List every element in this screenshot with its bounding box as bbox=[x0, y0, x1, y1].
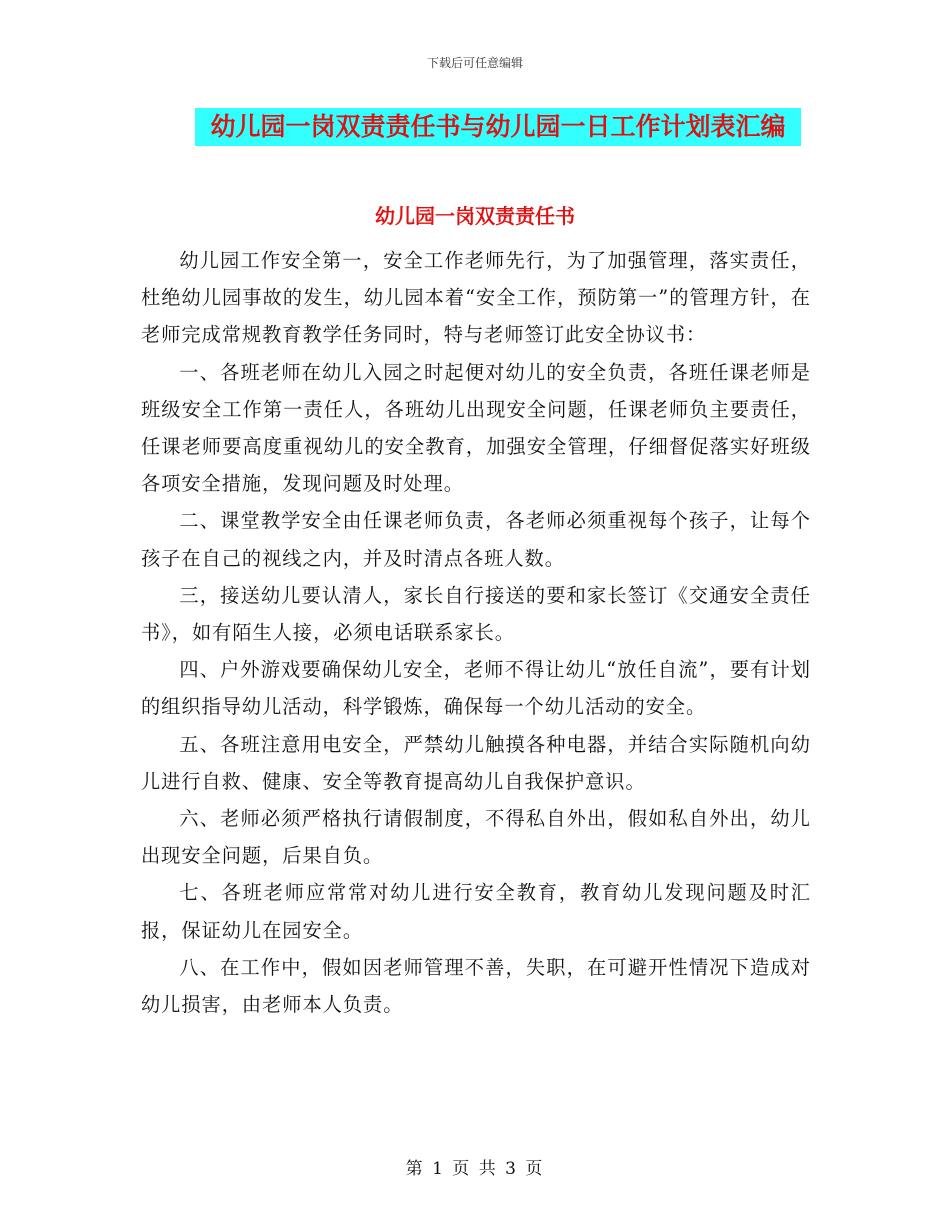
document-title: 幼儿园一岗双责责任书与幼儿园一日工作计划表汇编 bbox=[195, 108, 801, 146]
paragraph-item-7: 七、各班老师应常常对幼儿进行安全教育，教育幼儿发现问题及时汇报，保证幼儿在园安全。 bbox=[141, 881, 811, 942]
paragraph-item-6: 六、老师必须严格执行请假制度，不得私自外出，假如私自外出，幼儿出现安全问题，后果自负。 bbox=[141, 807, 811, 868]
paragraph-item-3: 三，接送幼儿要认清人，家长自行接送的要和家长签订《交通安全责任书》，如有陌生人接，必须电话联系家长。 bbox=[141, 583, 811, 645]
section-title: 幼儿园一岗双责责任书 bbox=[375, 204, 575, 228]
paragraph-item-1: 一、各班老师在幼儿入园之时起便对幼儿的安全负责，各班任课老师是班级安全工作第一责任人，各班幼儿出现安全问题，任课老师负主要责任，任课老师要高度重视幼儿的安全教育，加强安全管理，仔细督促落实好班级各项安全措施，发现问题及时处理。 bbox=[141, 360, 811, 496]
paragraph-item-4: 四、户外游戏要确保幼儿安全，老师不得让幼儿“放任自流”，要有计划的组织指导幼儿活动，科学锻炼，确保每一个幼儿活动的安全。 bbox=[141, 658, 811, 719]
document-body bbox=[141, 242, 811, 1023]
page-number-footer: 第 1 页 共 3 页 bbox=[405, 1159, 545, 1179]
paragraph-item-2: 二、课堂教学安全由任课老师负责，各老师必须重视每个孩子，让每个孩子在自己的视线之内，并及时清点各班人数。 bbox=[141, 509, 811, 570]
paragraph-item-8: 八、在工作中，假如因老师管理不善，失职，在可避开性情况下造成对幼儿损害，由老师本人负责。 bbox=[141, 955, 811, 1017]
paragraph-intro: 幼儿园工作安全第一，安全工作老师先行，为了加强管理，落实责任，杜绝幼儿园事故的发生，幼儿园本着“安全工作，预防第一”的管理方针，在老师完成常规教育教学任务同时，特与老师签订此安全协议书： bbox=[141, 249, 811, 347]
paragraph-item-5: 五、各班注意用电安全，严禁幼儿触摸各种电器，并结合实际随机向幼儿进行自救、健康、安全等教育提高幼儿自我保护意识。 bbox=[141, 732, 811, 793]
header-note: 下载后可任意编辑 bbox=[426, 56, 523, 70]
